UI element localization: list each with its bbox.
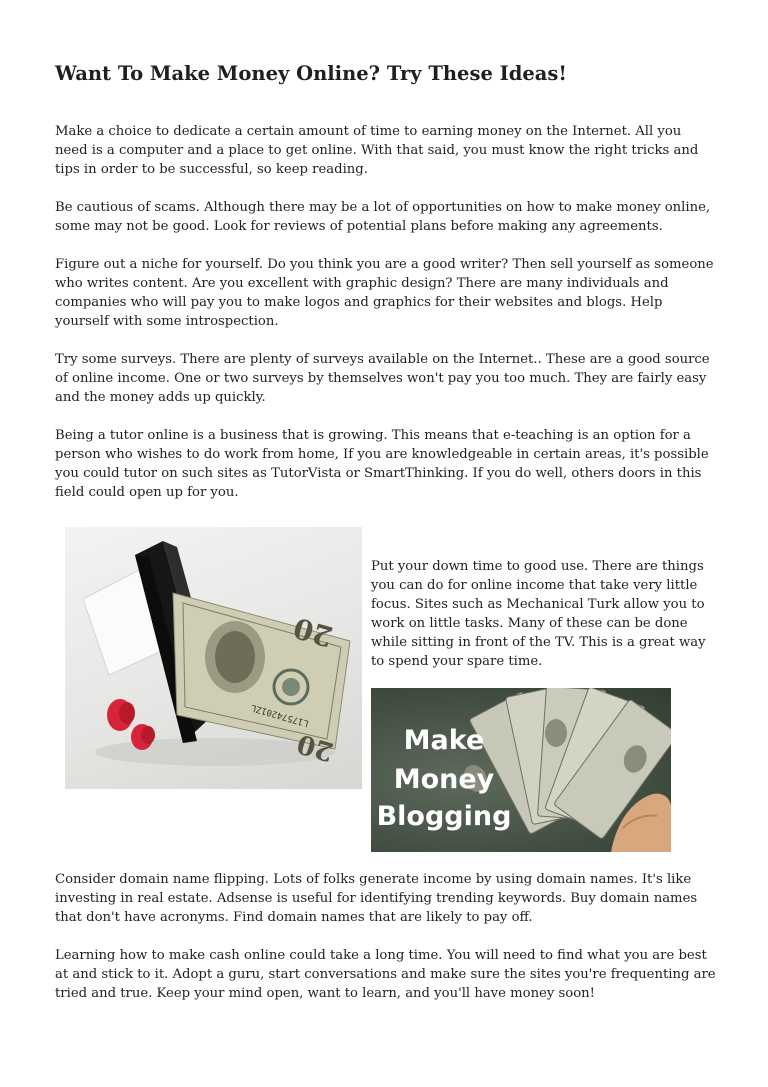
paragraph: Try some surveys. There are plenty of surveys available on the Internet.. These are a good source of online income. One or two surveys by themselves won't pay you too much. They are fairly easy and the money adds up quickly. <box>55 352 710 405</box>
paragraph: Being a tutor online is a business that is growing. This means that e-teaching is an option for a person who wishes to do work from home, If you are knowledgeable in certain areas, it's possible you could tutor on such sites as TutorVista or SmartThinking. If you do well, others doors in this field could open up for you. <box>55 428 709 500</box>
svg-text:20: 20 <box>293 727 337 767</box>
paragraph: Put your down time to good use. There are things you can do for online income that take very little focus. Sites such as Mechanical Turk allow you to work on little tasks. Many of these can be done while sitting in front of the TV. This is a great way to spend your spare time. <box>371 559 706 669</box>
paragraph: Be cautious of scams. Although there may be a lot of opportunities on how to make money online, some may not be good. Look for reviews of potential plans before making any agreements. <box>55 200 711 234</box>
paragraph: Make a choice to dedicate a certain amount of time to earning money on the Internet. All you need is a computer and a place to get online. With that said, you must know the right tricks and tips in order to be successful, so keep reading. <box>55 124 699 177</box>
money-fan-image <box>371 688 671 852</box>
document-title: Want To Make Money Online? Try These Ideas! <box>55 62 567 85</box>
blog-title-line: Money <box>393 764 495 795</box>
banknote-serial: L17574201ZL <box>250 701 311 728</box>
paragraph: Learning how to make cash online could take a long time. You will need to find what you are best at and stick to it. Adopt a guru, start conversations and make sure the sites you're frequenting are tried and true. Keep your mind open, want to learn, and you'll have money soon! <box>55 948 716 1001</box>
paragraph: Consider domain name flipping. Lots of folks generate income by using domain names. It's like investing in real estate. Adsense is useful for identifying trending keywords. Buy domain names that don't have acronyms. Find domain names that are likely to pay off. <box>55 872 698 925</box>
blog-title-line: Blogging <box>376 801 512 832</box>
paragraph: Figure out a niche for yourself. Do you think you are a good writer? Then sell yourself as someone who writes content. Are you excellent with graphic design? There are many individuals and companies who will pay you to make logos and graphics for their websites and blogs. Help yourself with some introspection. <box>55 257 714 329</box>
money-printer-image <box>65 527 362 789</box>
blog-title-line: Make <box>403 725 485 756</box>
svg-text:20: 20 <box>289 610 337 654</box>
money-printer-illustration <box>65 527 362 789</box>
